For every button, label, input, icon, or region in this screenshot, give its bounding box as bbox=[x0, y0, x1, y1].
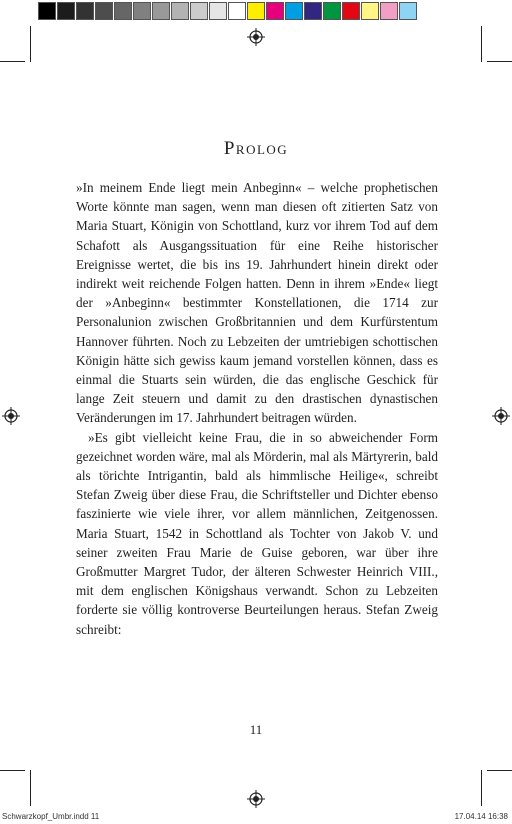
color-swatch bbox=[76, 2, 94, 20]
page-number: 11 bbox=[249, 722, 263, 737]
color-swatch bbox=[209, 2, 227, 20]
color-swatch bbox=[95, 2, 113, 20]
color-swatch bbox=[285, 2, 303, 20]
color-swatch bbox=[323, 2, 341, 20]
color-swatch bbox=[133, 2, 151, 20]
color-swatch bbox=[380, 2, 398, 20]
registration-mark-right-icon bbox=[492, 407, 510, 425]
color-swatch bbox=[57, 2, 75, 20]
crop-mark-bottom-left-vertical bbox=[30, 770, 31, 806]
slug-datetime: 17.04.14 16:38 bbox=[454, 812, 508, 821]
page-title: Prolog bbox=[223, 138, 289, 159]
body-text bbox=[76, 178, 438, 639]
crop-mark-bottom-left-horizontal bbox=[0, 770, 25, 771]
color-calibration-bar bbox=[38, 2, 418, 20]
color-swatch bbox=[399, 2, 417, 20]
color-swatch bbox=[38, 2, 56, 20]
color-swatch bbox=[304, 2, 322, 20]
crop-mark-bottom-right-horizontal bbox=[487, 770, 512, 771]
registration-mark-top-icon bbox=[247, 28, 265, 46]
color-swatch bbox=[247, 2, 265, 20]
color-swatch bbox=[361, 2, 379, 20]
crop-mark-top-right-vertical bbox=[481, 26, 482, 62]
crop-mark-bottom-right-vertical bbox=[481, 770, 482, 806]
paragraph: »In meinem Ende liegt mein Anbeginn« – welche prophetischen Worte könnte man sagen, wenn man diesen oft zitierten Satz von Maria Stuart, Königin von Schottland, kurz vor ihrem Tod auf dem Schafott als Ausgangssituation für eine Reihe historischer Ereignisse wertet, die bis ins 19. Jahrhundert hinein direkt oder indirekt weit reichende Folgen hatten. Denn in ihrem »Ende« liegt der »Anbeginn« bestimmter Konstellationen, die 1714 zur Personalunion zwischen Großbritannien und dem Kurfürstentum Hannover führten. Noch zu Lebzeiten der umtriebigen schottischen Königin hätte sich gewiss kaum jemand vorstellen können, dass es einmal die Stuarts sein würden, die das englische Geschick für lange Zeit steuern und damit zu den drastischen dynastischen Veränderungen im 17. Jahrhundert beitragen würden. bbox=[76, 180, 438, 426]
color-swatch bbox=[152, 2, 170, 20]
color-swatch bbox=[171, 2, 189, 20]
color-swatch bbox=[228, 2, 246, 20]
registration-mark-bottom-icon bbox=[247, 790, 265, 808]
paragraph: »Es gibt vielleicht keine Frau, die in so abweichender Form gezeichnet worden wäre, mal als Mörderin, mal als Märtyrerin, bald als törichte Intrigantin, bald als himmlische Heilige«, schreibt Stefan Zweig über diese Frau, die Schriftsteller und Dichter ebenso faszinierte wie viele ihrer, vor allem männlichen, Zeitgenossen. Maria Stuart, 1542 in Schottland als Tochter von Jakob V. und seiner zweiten Frau Marie de Guise geboren, war über ihre Großmutter Margret Tudor, der älteren Schwester Heinrich VIII., mit dem englischen Königshaus verwandt. Schon zu Lebzeiten forderte sie völlig kontroverse Beurteilungen heraus. Stefan Zweig schreibt: bbox=[76, 429, 438, 637]
color-swatch bbox=[342, 2, 360, 20]
registration-mark-left-icon bbox=[2, 407, 20, 425]
color-swatch bbox=[190, 2, 208, 20]
crop-mark-top-left-horizontal bbox=[0, 61, 25, 62]
crop-mark-top-right-horizontal bbox=[487, 61, 512, 62]
color-swatch bbox=[266, 2, 284, 20]
slug-filename: Schwarzkopf_Umbr.indd 11 bbox=[2, 812, 100, 821]
crop-mark-top-left-vertical bbox=[30, 26, 31, 62]
color-swatch bbox=[114, 2, 132, 20]
